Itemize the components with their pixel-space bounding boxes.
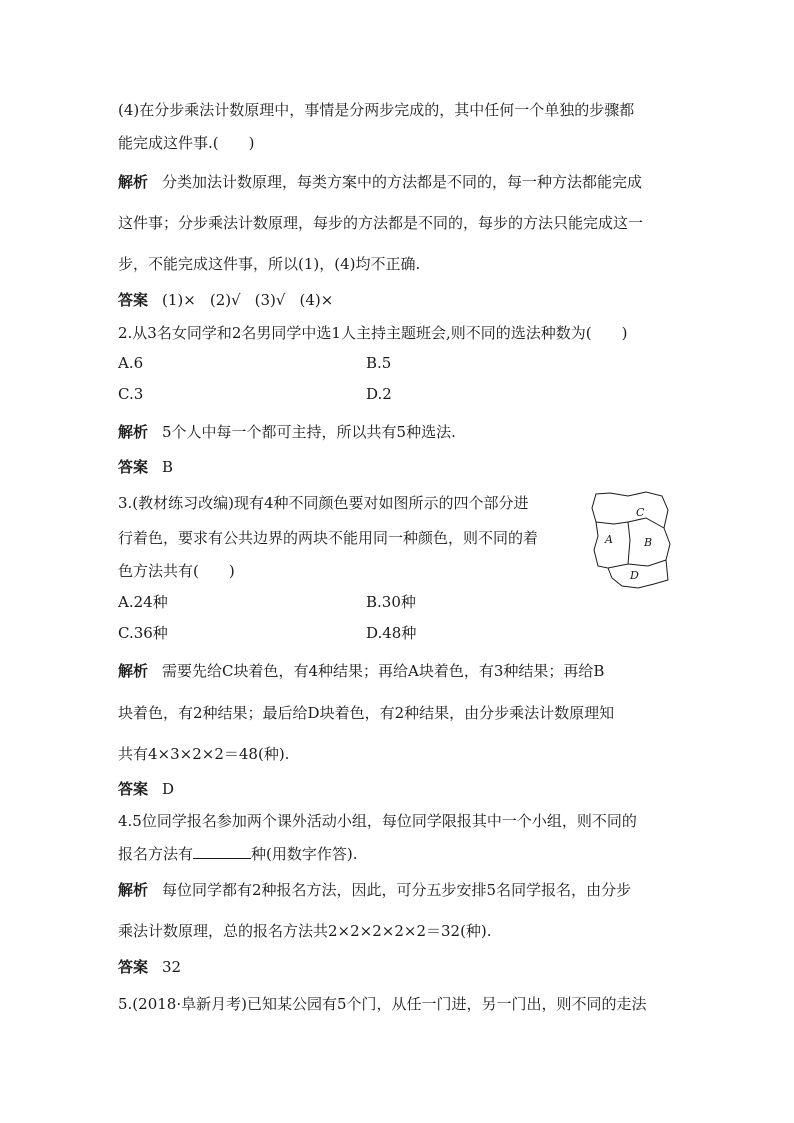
q3-stem-line3: 色方法共有( ) [118,562,235,580]
q3-option-b: B.30种 [366,593,416,611]
answer-label: 答案 [118,958,149,976]
q4-analysis-line2: 乘法计数原理，总的报名方法共2×2×2×2×2＝32(种). [118,922,492,940]
q3-analysis [118,660,604,682]
map-border-ab [628,522,630,564]
map-border-d [608,560,666,568]
analysis-text: 分类加法计数原理，每类方案中的方法都是不同的，每一种方法都能完成 [162,173,643,191]
q2-option-d: D.2 [366,385,392,403]
answer-blank [193,842,251,859]
q4-answer [118,956,181,978]
answer-label: 答案 [118,780,149,798]
analysis-label: 解析 [118,881,149,899]
answer-item-3: (3)√ [254,291,286,309]
q4-stem-post: 种(用数字作答). [251,845,358,863]
q2-stem: 2.从3名女同学和2名男同学中选1人主持主题班会,则不同的选法种数为( ) [118,324,628,342]
q2-option-a: A.6 [118,354,144,372]
q5-stem-line1: 5.(2018·阜新月考)已知某公园有5个门，从任一门进，另一门出，则不同的走法 [118,995,647,1013]
q3-analysis-line2: 块着色，有2种结果；最后给D块着色，有2种结果，由分步乘法计数原理知 [118,704,615,722]
q-prev-analysis [118,171,642,193]
answer-label: 答案 [118,291,149,309]
answer-label: 答案 [118,458,149,476]
answer-value: D [162,780,175,798]
q-prev-analysis-line2: 这件事；分步乘法计数原理，每步的方法都是不同的，每步的方法只能完成这一 [118,214,644,232]
map-border-a [596,522,628,524]
analysis-label: 解析 [118,662,149,680]
map-label-b: B [644,536,653,549]
map-border-c [628,518,664,528]
q-prev-analysis-line3: 步，不能完成这件事，所以(1)，(4)均不正确. [118,255,421,273]
map-label-c: C [636,506,645,519]
analysis-text: 每位同学都有2种报名方法，因此，可分五步安排5名同学报名，由分步 [162,881,632,899]
answer-item-4: (4)× [299,291,334,309]
answer-item-1: (1)× [162,291,196,309]
q3-stem-line1: 3.(教材练习改编)现有4种不同颜色要对如图所示的四个部分进 [118,494,529,512]
q3-option-a: A.24种 [118,593,168,611]
q-prev-line2: 能完成这件事.( ) [118,134,255,152]
answer-value: B [162,458,174,476]
answer-value: 32 [162,958,182,976]
analysis-text: 需要先给C块着色，有4种结果；再给A块着色，有3种结果；再给B [162,662,605,680]
map-label-a: A [605,533,613,546]
analysis-label: 解析 [118,173,149,191]
q2-answer [118,456,173,478]
answer-item-2: (2)√ [209,291,241,309]
q2-option-c: C.3 [118,385,144,403]
q3-option-d: D.48种 [366,624,417,642]
q4-stem-line1: 4.5位同学报名参加两个课外活动小组，每位同学限报其中一个小组，则不同的 [118,812,637,830]
q4-stem-line2 [118,842,358,865]
q-prev-answer [118,289,347,311]
analysis-text: 5个人中每一个都可主持，所以共有5种选法. [162,423,456,441]
map-label-d: D [630,569,639,582]
q2-analysis [118,421,456,443]
q3-answer [118,778,174,800]
region-map-figure [588,488,672,594]
q-prev-line1: (4)在分步乘法计数原理中，事情是分两步完成的，其中任何一个单独的步骤都 [118,101,635,119]
q4-analysis [118,879,631,901]
analysis-label: 解析 [118,423,149,441]
q3-stem-line2: 行着色，要求有公共边界的两块不能用同一种颜色，则不同的着 [118,529,539,547]
q2-option-b: B.5 [366,354,392,372]
q3-option-c: C.36种 [118,624,168,642]
q3-analysis-line3: 共有4×3×2×2＝48(种). [118,745,290,763]
q4-stem-pre: 报名方法有 [118,845,194,863]
